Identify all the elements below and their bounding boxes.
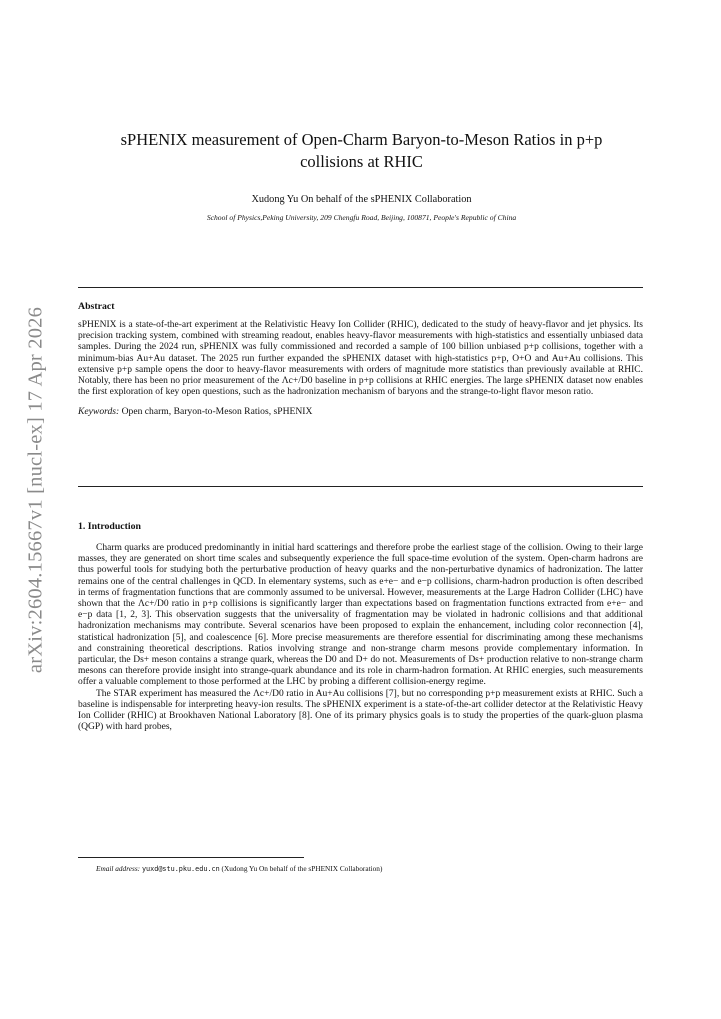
- paper-title: [80, 129, 643, 173]
- title-line-1: sPHENIX measurement of Open-Charm Baryon-to-Meson Ratios in p+p: [120, 130, 603, 149]
- intro-paragraph-1: Charm quarks are produced predominantly in initial hard scatterings and therefore probe the earliest stage of the collision. Owing to their large masses, they are generated on short time scales and subsequently experience the full space-time evolution of the system. Open-charm hadrons are thus powerful tools for studying both the perturbative production of heavy quarks and the non-perturbative dynamics of hadronization. The latter remains one of the central challenges in QCD. In elementary systems, such as e+e− and e−p collisions, charm-hadron production is often described in terms of fragmentation functions that are commonly assumed to be universal. However, measurements at the Large Hadron Collider (LHC) have shown that the Λc+/D0 ratio in p+p collisions is significantly larger than expectations based on fragmentation functions extracted from e+e− and e−p data [1, 2, 3]. This observation suggests that the universality of fragmentation may be violated in hadronic collisions and that additional hadronization mechanisms may contribute. Several scenarios have been proposed to explain the enhancement, including color reconnection [4], statistical hadronization [5], and coalescence [6]. More precise measurements are therefore essential for discriminating among these mechanisms and constraining theoretical descriptions. Ratios involving strange and non-strange charm mesons provide complementary information. In particular, the Ds+ meson contains a strange quark, whereas the D0 and D+ do not. Measurements of Ds+ production relative to non-strange charm mesons can therefore provide insight into strange-quark abundance and its role in charm-hadron formation. At RHIC energies, such measurements offer a valuable complement to those performed at the LHC by probing a different collision-energy regime.: [78, 543, 643, 688]
- abstract-text: sPHENIX is a state-of-the-art experiment at the Relativistic Heavy Ion Collider (RHIC), dedicated to the study of heavy-flavor and jet physics. Its precision tracking system, combined with streaming readout, enables heavy-flavor measurements with high-statistics and essentially unbiased data samples. During the 2024 run, sPHENIX was fully commissioned and recorded a sample of 100 billion unbiased p+p collisions, together with a minimum-bias Au+Au dataset. The 2025 run further expanded the sPHENIX dataset with high-statistics p+p, O+O and Au+Au collisions. This extensive p+p sample opens the door to heavy-flavor measurements with orders of magnitude more statistics than previously available at RHIC. Notably, there has been no prior measurement of the Λc+/D0 baseline in p+p collisions at RHIC energies. The large sPHENIX dataset now enables the first exploration of key open questions, such as the hadronization mechanism of baryons and the strange-to-light flavor meson ratio.: [78, 320, 643, 398]
- keywords: [78, 406, 643, 417]
- keywords-label: Keywords:: [78, 406, 120, 418]
- introduction-section: [78, 521, 643, 733]
- affiliation: School of Physics,Peking University, 209 Chengfu Road, Beijing, 100871, People's Republic of China: [206, 213, 517, 222]
- arxiv-identifier-text: arXiv:2604.15667v1 [nucl-ex] 17 Apr 2026: [24, 306, 47, 674]
- footnote-rule: [78, 857, 304, 858]
- abstract-heading: Abstract: [78, 301, 115, 312]
- footnote: [96, 864, 382, 873]
- abstract-top-rule: [78, 287, 643, 288]
- abstract-section: [78, 301, 643, 417]
- footnote-label: Email address:: [96, 864, 141, 873]
- arxiv-identifier: [21, 300, 51, 680]
- footnote-suffix: (Xudong Yu On behalf of the sPHENIX Collaboration): [221, 864, 383, 873]
- intro-paragraph-2: The STAR experiment has measured the Λc+/D0 ratio in Au+Au collisions [7], but no corresponding p+p measurement exists at RHIC. Such a baseline is indispensable for interpreting heavy-ion results. The sPHENIX experiment is a state-of-the-art collider detector at the Relativistic Heavy Ion Collider (RHIC) at Brookhaven National Laboratory [8]. One of its primary physics goals is to study the properties of the quark-gluon plasma (QGP) with hard probes,: [78, 688, 643, 733]
- footnote-email[interactable]: yuxd@stu.pku.edu.cn: [141, 865, 220, 873]
- keywords-text: Open charm, Baryon-to-Meson Ratios, sPHENIX: [121, 406, 313, 418]
- title-line-2: collisions at RHIC: [300, 152, 423, 171]
- introduction-heading: 1. Introduction: [78, 521, 141, 532]
- abstract-bottom-rule: [78, 486, 643, 487]
- author: Xudong Yu On behalf of the sPHENIX Collaboration: [251, 194, 472, 205]
